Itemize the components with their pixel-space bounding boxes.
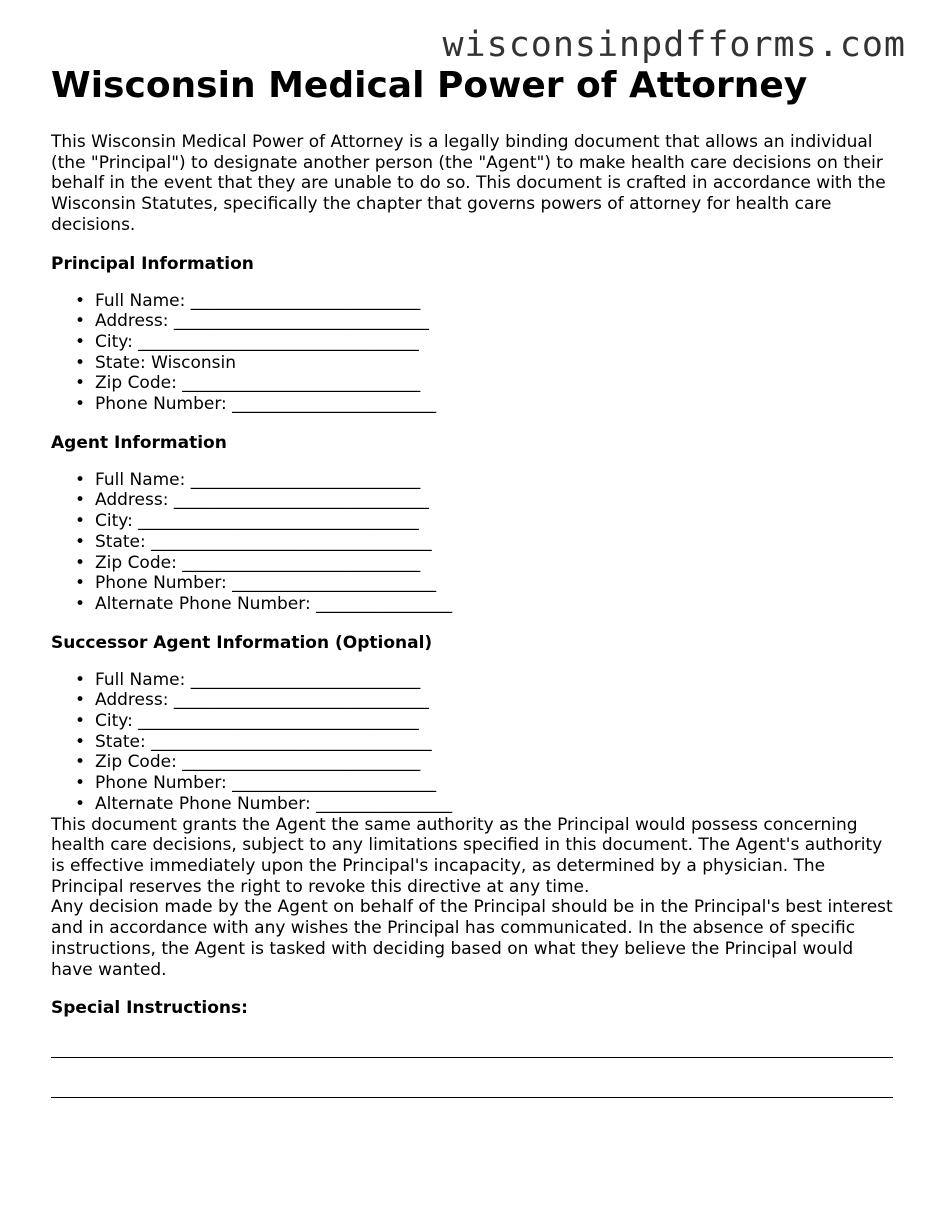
agent-field-list <box>51 470 893 615</box>
agent-alt-phone-field[interactable]: • Alternate Phone Number: ________________ <box>95 594 893 615</box>
agent-city-field[interactable]: • City: _________________________________ <box>95 511 893 532</box>
document-title: Wisconsin Medical Power of Attorney <box>51 65 808 106</box>
authority-paragraph: This document grants the Agent the same authority as the Principal would possess concerning health care decisions, subject to any limitations specified in this document. The Agent's authority is effective immediately upon the Principal's incapacity, as determined by a physician. The Principal reserves the right to revoke this directive at any time. <box>51 814 883 897</box>
principal-section-heading: Principal Information <box>51 253 254 274</box>
successor-phone-field[interactable]: • Phone Number: ________________________ <box>95 773 893 794</box>
successor-full-name-field[interactable]: • Full Name: ___________________________ <box>95 670 893 691</box>
site-watermark: wisconsinpdfforms.com <box>442 25 906 65</box>
successor-state-field[interactable]: • State: _________________________________ <box>95 732 893 753</box>
special-instructions-line-1[interactable] <box>51 1037 893 1058</box>
agent-address-field[interactable]: • Address: ______________________________ <box>95 490 893 511</box>
principal-full-name-field[interactable]: • Full Name: ___________________________ <box>95 291 893 312</box>
special-instructions-line-2[interactable] <box>51 1077 893 1098</box>
agent-section-heading: Agent Information <box>51 432 227 453</box>
successor-city-field[interactable]: • City: _________________________________ <box>95 711 893 732</box>
principal-zip-field[interactable]: • Zip Code: ____________________________ <box>95 373 893 394</box>
successor-alt-phone-field[interactable]: • Alternate Phone Number: ________________ <box>95 794 893 815</box>
principal-city-field[interactable]: • City: _________________________________ <box>95 332 893 353</box>
principal-field-list <box>51 291 893 415</box>
successor-zip-field[interactable]: • Zip Code: ____________________________ <box>95 752 893 773</box>
agent-state-field[interactable]: • State: _________________________________ <box>95 532 893 553</box>
principal-phone-field[interactable]: • Phone Number: ________________________ <box>95 394 893 415</box>
special-instructions-heading: Special Instructions: <box>51 998 248 1019</box>
successor-address-field[interactable]: • Address: ______________________________ <box>95 690 893 711</box>
document-page <box>51 64 893 1098</box>
successor-section-heading: Successor Agent Information (Optional) <box>51 632 433 653</box>
intro-paragraph: This Wisconsin Medical Power of Attorney is a legally binding document that allows an individual (the "Principal") to designate another person (the "Agent") to make health care decisions on their behalf in the event that they are unable to do so. This document is crafted in accordance with the Wisconsin Statutes, specifically the chapter that governs powers of attorney for health care decisions. <box>51 132 886 235</box>
agent-zip-field[interactable]: • Zip Code: ____________________________ <box>95 553 893 574</box>
agent-phone-field[interactable]: • Phone Number: ________________________ <box>95 573 893 594</box>
principal-state-field: • State: Wisconsin <box>95 353 893 374</box>
principal-address-field[interactable]: • Address: ______________________________ <box>95 311 893 332</box>
decision-paragraph: Any decision made by the Agent on behalf of the Principal should be in the Principal's best interest and in accordance with any wishes the Principal has communicated. In the absence of specific instructions, the Agent is tasked with deciding based on what they believe the Principal would have wanted. <box>51 897 893 980</box>
agent-full-name-field[interactable]: • Full Name: ___________________________ <box>95 470 893 491</box>
successor-field-list <box>51 670 893 815</box>
